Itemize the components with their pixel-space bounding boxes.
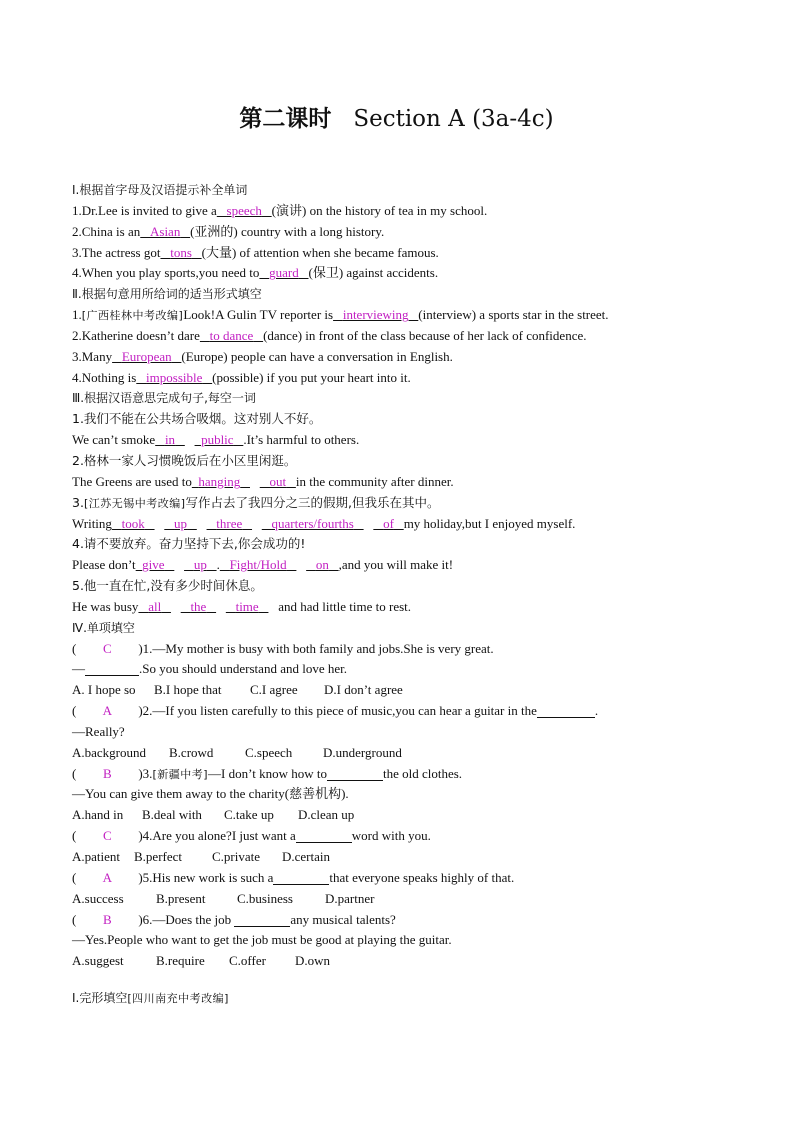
answer: give — [142, 557, 165, 573]
mc-q1-line2: — .So you should understand and love her. — [72, 661, 347, 677]
answer: hanging — [198, 473, 241, 489]
mc-q4-options — [72, 847, 732, 868]
title-chinese: 第二课时 — [239, 106, 332, 132]
option: D.partner — [325, 890, 375, 906]
p2-item-2: 2.Katherine doesn’t dare to dance (dance) in front of the class because of her lack of confidence. — [72, 327, 587, 343]
option: B.crowd — [169, 744, 214, 760]
answer: time — [235, 598, 259, 614]
option: A.background — [72, 744, 147, 760]
p3-q3-english: Writing took up three quarters/fourths of my holiday,but I enjoyed myself. — [72, 515, 576, 531]
answer: public — [201, 432, 234, 448]
p1-item-1: 1.Dr.Lee is invited to give a speech (演讲) on the history of tea in my school. — [72, 202, 488, 218]
option: A.success — [72, 890, 124, 906]
option: C.I agree — [250, 682, 298, 698]
choice-answer: A — [102, 703, 113, 719]
p2-item-1: 1.[广西桂林中考改编]Look!A Gulin TV reporter is interviewing (interview) a sports star in the street. — [72, 307, 609, 323]
option: B.deal with — [142, 807, 202, 823]
answer: three — [216, 515, 243, 531]
blank — [537, 703, 595, 718]
option: D.I don’t agree — [324, 682, 403, 698]
mc-q6-options — [72, 951, 732, 972]
answer: in — [164, 432, 176, 448]
option: D.certain — [282, 849, 331, 864]
option: D.clean up — [298, 807, 355, 823]
choice-answer: C — [103, 828, 112, 844]
p3-q4-chinese: 4.请不要放弃。奋力坚持下去,你会成功的! — [72, 536, 306, 552]
p1-item-2: 2.China is an Asian (亚洲的) country with a long history. — [72, 223, 385, 239]
option: D.underground — [323, 744, 402, 760]
answer: impossible — [146, 369, 203, 385]
source-note: [江苏无锡中考改编] — [83, 496, 186, 510]
choice-answer: B — [103, 911, 112, 927]
blank — [273, 870, 329, 885]
mc-q1-options — [72, 680, 732, 701]
p3-q1-chinese: 1.我们不能在公共场合吸烟。这对别人不好。 — [72, 411, 322, 427]
option: D.own — [295, 953, 331, 969]
p3-q4-english: Please don’t give up . Fight/Hold on ,and you will make it! — [72, 557, 454, 573]
answer: European — [121, 348, 172, 364]
p1-item-3: 3.The actress got tons (大量) of attention when she became famous. — [72, 244, 439, 260]
option: C.speech — [245, 744, 293, 760]
mc-q3-line2: —You can give them away to the charity(慈善机构). — [72, 786, 349, 802]
worksheet — [72, 180, 732, 1009]
mc-q2-line2: —Really? — [72, 723, 125, 739]
section-heading-4: Ⅳ.单项填空 — [72, 620, 135, 635]
choice-answer: A — [102, 869, 113, 885]
mc-q2-options — [72, 743, 732, 764]
answer: interviewing — [342, 307, 409, 323]
mc-q6-line2: —Yes.People who want to get the job must be good at playing the guitar. — [72, 932, 452, 948]
option: A.patient — [72, 849, 121, 864]
answer: guard — [269, 265, 299, 281]
option: C.take up — [224, 807, 274, 823]
answer: up — [174, 515, 188, 531]
option: A.hand in — [72, 807, 124, 823]
answer: tons — [170, 244, 192, 260]
answer: out — [269, 473, 287, 489]
p3-q3-chinese: 3.[江苏无锡中考改编]写作占去了我四分之三的假期,但我乐在其中。 — [72, 494, 440, 510]
blank — [327, 766, 383, 781]
mc-q3-options — [72, 805, 732, 826]
mc-q1: ( C )1.—My mother is busy with both family and jobs.She is very great. — [72, 639, 732, 660]
mc-q2: ( A )2.—If you listen carefully to this piece of music,you can hear a guitar in the . — [72, 701, 732, 722]
source-note: [新疆中考] — [152, 767, 209, 781]
option: B.I hope that — [154, 682, 222, 698]
section-heading-2: Ⅱ.根据句意用所给词的适当形式填空 — [72, 287, 262, 302]
p2-item-4: 4.Nothing is impossible (possible) if you put your heart into it. — [72, 369, 411, 385]
answer: to dance — [209, 327, 254, 343]
title-english: Section A (3a-4c) — [353, 106, 554, 132]
answer: quarters/fourths — [271, 515, 354, 531]
option: C.business — [237, 890, 293, 906]
blank — [296, 828, 352, 843]
p3-q5-chinese: 5.他一直在忙,没有多少时间休息。 — [72, 578, 263, 594]
p3-q2-chinese: 2.格林一家人习惯晚饭后在小区里闲逛。 — [72, 452, 297, 468]
answer: Fight/Hold — [229, 557, 287, 573]
p3-q5-english: He was busy all the time and had little time to rest. — [72, 598, 412, 614]
mc-q5-options — [72, 889, 732, 910]
option: B.perfect — [134, 849, 183, 864]
option: C.offer — [229, 953, 266, 969]
mc-q4: ( C )4.Are you alone?I just want a word with you. — [72, 826, 732, 847]
option: A. I hope so — [72, 682, 136, 698]
page-title — [0, 100, 793, 133]
answer: speech — [226, 202, 262, 218]
p3-q2-english: The Greens are used to hanging out in the community after dinner. — [72, 473, 454, 489]
answer: on — [315, 557, 329, 573]
blank — [85, 661, 139, 676]
answer: all — [148, 598, 162, 614]
p1-item-4: 4.When you play sports,you need to guard (保卫) against accidents. — [72, 265, 439, 281]
section-heading-5: Ⅰ.完形填空[四川南充中考改编] — [72, 991, 229, 1006]
option: B.present — [156, 890, 206, 906]
source-note: [四川南充中考改编] — [127, 992, 229, 1006]
p2-item-3: 3.Many European (Europe) people can have a conversation in English. — [72, 348, 453, 364]
answer: the — [190, 598, 207, 614]
source-note: [广西桂林中考改编] — [81, 309, 184, 323]
choice-answer: B — [103, 765, 112, 781]
answer: of — [383, 515, 394, 531]
option: B.require — [156, 953, 205, 969]
answer: Asian — [150, 223, 181, 239]
option: A.suggest — [72, 953, 124, 969]
mc-q5: ( A )5.His new work is such a that everyone speaks highly of that. — [72, 868, 732, 889]
section-heading-1: Ⅰ.根据首字母及汉语提示补全单词 — [72, 183, 248, 197]
answer: took — [121, 515, 145, 531]
mc-q3: ( B )3.[新疆中考]—I don’t know how to the old clothes. — [72, 764, 732, 785]
choice-answer: C — [103, 640, 112, 656]
answer: up — [193, 557, 207, 573]
option: C.private — [212, 849, 261, 864]
p3-q1-english: We can’t smoke in public .It’s harmful to others. — [72, 432, 360, 448]
blank — [234, 912, 290, 927]
section-heading-3: Ⅲ.根据汉语意思完成句子,每空一词 — [72, 391, 256, 406]
mc-q6: ( B )6.—Does the job any musical talents? — [72, 910, 732, 931]
